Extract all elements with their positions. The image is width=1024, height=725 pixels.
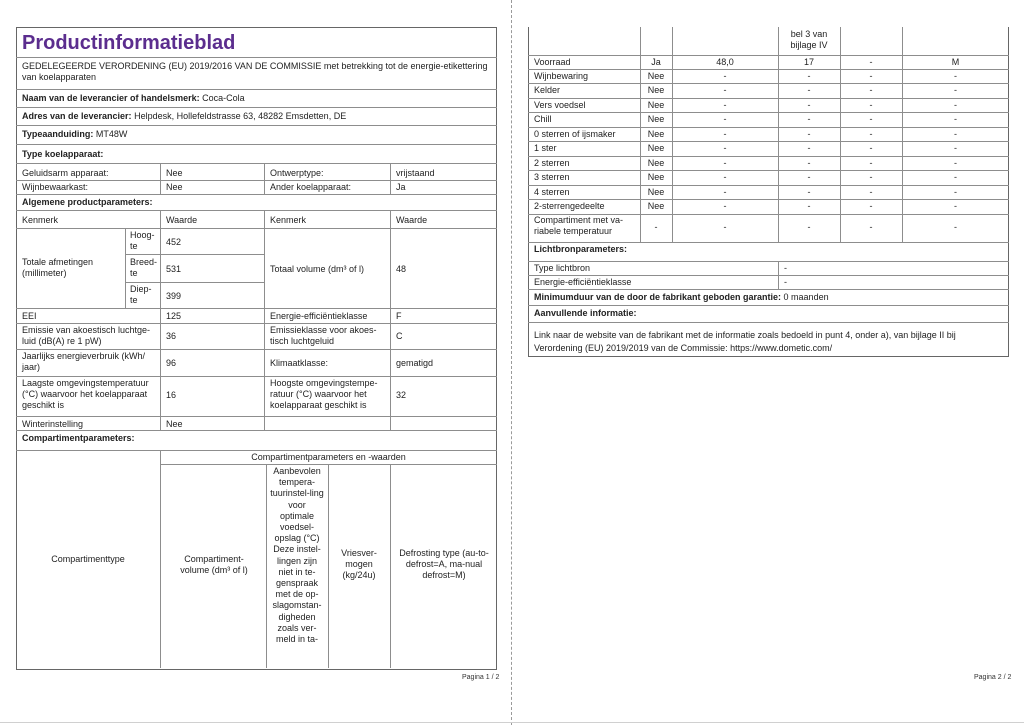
compartment-defrost: - bbox=[954, 172, 957, 182]
rule bbox=[16, 194, 497, 195]
rule bbox=[528, 156, 1009, 157]
rule bbox=[16, 180, 497, 181]
bottom-edge bbox=[0, 722, 1024, 723]
rule bbox=[16, 430, 497, 431]
param-key: Energie-efficiëntieklasse bbox=[270, 311, 368, 321]
rule bbox=[528, 112, 1009, 113]
rule bbox=[390, 163, 391, 194]
col-waarde: Waarde bbox=[396, 215, 428, 225]
compartment-temp: 17 bbox=[803, 57, 814, 67]
param-value: 16 bbox=[166, 390, 177, 400]
rule bbox=[390, 210, 391, 430]
compartment-freeze: - bbox=[869, 114, 873, 124]
rule bbox=[528, 98, 1009, 99]
type-row-key: Ander koelapparaat: bbox=[270, 182, 352, 192]
compartment-temp: - bbox=[807, 129, 811, 139]
compartment-freeze: - bbox=[869, 143, 873, 153]
total-volume-label: Totaal volume (dm³ of l) bbox=[270, 264, 365, 274]
compartment-temp: - bbox=[807, 201, 811, 211]
rule bbox=[16, 376, 497, 377]
compartment-present: Nee bbox=[647, 100, 665, 110]
address-label: Adres van de leverancier: bbox=[22, 111, 132, 121]
compartment-defrost: - bbox=[954, 100, 957, 110]
param-key: Jaarlijks energieverbruik (kWh/ jaar) bbox=[22, 351, 146, 372]
compartment-volume: - bbox=[723, 222, 727, 232]
light-type-label: Type lichtbron bbox=[534, 263, 591, 273]
comp-col-volume: Compartiment-volume (dm³ of l) bbox=[180, 554, 248, 575]
compartment-present: Nee bbox=[647, 201, 665, 211]
compartment-volume: - bbox=[723, 100, 727, 110]
light-class-value: - bbox=[784, 277, 787, 287]
rule bbox=[528, 289, 1009, 290]
rule bbox=[390, 464, 391, 668]
compartment-defrost: - bbox=[954, 201, 957, 211]
col-waarde: Waarde bbox=[166, 215, 198, 225]
compartment-freeze: - bbox=[869, 201, 873, 211]
rule bbox=[328, 464, 329, 668]
compartment-temp: - bbox=[807, 85, 811, 95]
rule bbox=[264, 163, 265, 194]
dim-depth-value: 399 bbox=[166, 291, 182, 301]
compartment-defrost: - bbox=[954, 85, 957, 95]
general-params-header: Algemene productparameters: bbox=[22, 197, 153, 207]
comp-group-header: Compartimentparameters en -waarden bbox=[251, 452, 406, 462]
type-row-key: Wijnbewaarkast: bbox=[22, 182, 89, 192]
col-kenmerk: Kenmerk bbox=[22, 215, 59, 225]
dim-width-label: Breed-te bbox=[130, 257, 158, 278]
compartment-present: Nee bbox=[647, 158, 665, 168]
compartment-name: 3 sterren bbox=[534, 172, 570, 182]
compartment-name: 1 ster bbox=[534, 143, 557, 153]
address-value: Helpdesk, Hollefeldstrasse 63, 48282 Emsdetten, DE bbox=[134, 111, 347, 121]
compartment-temp: - bbox=[807, 100, 811, 110]
compartment-name: 4 sterren bbox=[534, 187, 570, 197]
type-row-value: Ja bbox=[396, 182, 406, 192]
rule bbox=[16, 125, 497, 126]
compartment-present: Nee bbox=[647, 172, 665, 182]
rule bbox=[16, 107, 497, 108]
compartment-freeze: - bbox=[869, 57, 873, 67]
supplier-value: Coca-Cola bbox=[202, 93, 245, 103]
rule bbox=[528, 305, 1009, 306]
param-key: Laagste omgevingstemperatuur (°C) waarvoor het koelapparaat geschikt is bbox=[22, 378, 149, 410]
rule bbox=[16, 416, 497, 417]
compartment-temp: - bbox=[807, 187, 811, 197]
rule bbox=[528, 185, 1009, 186]
param-value: F bbox=[396, 311, 402, 321]
type-row-key: Geluidsarm apparaat: bbox=[22, 168, 109, 178]
compartment-temp: - bbox=[807, 222, 811, 232]
rule bbox=[16, 144, 497, 145]
dims-label: Totale afmetingen (millimeter) bbox=[22, 257, 94, 278]
page-1 bbox=[0, 0, 510, 725]
rule bbox=[528, 170, 1009, 171]
extra-info-header: Aanvullende informatie: bbox=[534, 308, 637, 318]
compartment-defrost: - bbox=[954, 158, 957, 168]
rule bbox=[125, 228, 126, 308]
compartment-present: Nee bbox=[647, 114, 665, 124]
type-header: Type koelapparaat: bbox=[22, 149, 104, 159]
rule bbox=[16, 323, 497, 324]
rule bbox=[16, 450, 497, 451]
compartment-freeze: - bbox=[869, 129, 873, 139]
compartment-name: 2 sterren bbox=[534, 158, 570, 168]
page-separator bbox=[511, 0, 512, 725]
rule bbox=[528, 275, 1009, 276]
compartment-volume: - bbox=[723, 143, 727, 153]
rule bbox=[266, 464, 267, 668]
rule bbox=[528, 261, 1009, 262]
light-type-value: - bbox=[784, 263, 787, 273]
page-number: Pagina 2 / 2 bbox=[974, 674, 1012, 681]
compartment-volume: - bbox=[723, 187, 727, 197]
rule bbox=[528, 83, 1009, 84]
compartment-volume: - bbox=[723, 129, 727, 139]
comp-col-temp: Aanbevolen tempera-tuurinstel-ling voor optimale voedsel-opslag (°C) Deze instel-lingen zijn niet in te-genspraak met de op-slagomstan-digheden zoals ver-meld in ta- bbox=[270, 466, 324, 645]
compartment-name: Chill bbox=[534, 114, 552, 124]
compartment-name: 2-sterrengedeelte bbox=[534, 201, 605, 211]
rule bbox=[16, 228, 497, 229]
rule bbox=[16, 89, 497, 90]
param-value: C bbox=[396, 331, 403, 341]
compartment-present: Nee bbox=[647, 129, 665, 139]
param-key: Klimaatklasse: bbox=[270, 358, 329, 368]
supplier-row bbox=[22, 93, 245, 104]
param-value: 32 bbox=[396, 390, 407, 400]
warranty-row bbox=[534, 292, 829, 303]
comp-col-type: Compartimenttype bbox=[51, 554, 125, 564]
rule bbox=[16, 163, 497, 164]
model-row bbox=[22, 129, 127, 140]
rule bbox=[528, 55, 1009, 56]
compartment-freeze: - bbox=[869, 100, 873, 110]
page-title: Productinformatieblad bbox=[22, 32, 236, 54]
rule bbox=[16, 210, 497, 211]
regulation-intro: GEDELEGEERDE VERORDENING (EU) 2019/2016 VAN DE COMMISSIE met betrekking tot de energie-etikettering van koelapparaten bbox=[22, 61, 488, 82]
rule bbox=[528, 69, 1009, 70]
dim-height-label: Hoog-te bbox=[130, 230, 155, 251]
rule bbox=[528, 199, 1009, 200]
comp-col-defrost: Defrosting type (au-to-defrost=A, ma-nual defrost=M) bbox=[399, 548, 489, 580]
rule bbox=[16, 308, 497, 309]
compartment-freeze: - bbox=[869, 71, 873, 81]
param-value: 125 bbox=[166, 311, 182, 321]
compartment-name: Wijnbewaring bbox=[534, 71, 589, 81]
address-row bbox=[22, 111, 346, 122]
warranty-label: Minimumduur van de door de fabrikant geboden garantie: bbox=[534, 292, 782, 302]
rule bbox=[160, 163, 161, 194]
dim-height-value: 452 bbox=[166, 237, 182, 247]
param-value: Nee bbox=[166, 419, 183, 429]
compartment-params-header: Compartimentparameters: bbox=[22, 433, 135, 443]
compartment-defrost: - bbox=[954, 143, 957, 153]
compartment-present: Nee bbox=[647, 143, 665, 153]
compartment-temp: - bbox=[807, 71, 811, 81]
compartment-temp: - bbox=[807, 143, 811, 153]
compartment-temp: - bbox=[807, 158, 811, 168]
param-value: 96 bbox=[166, 358, 177, 368]
type-row-value: Nee bbox=[166, 168, 183, 178]
compartment-name: Voorraad bbox=[534, 57, 571, 67]
param-value: gematigd bbox=[396, 358, 434, 368]
compartment-volume: 48,0 bbox=[716, 57, 734, 67]
rule bbox=[125, 282, 264, 283]
compartment-freeze: - bbox=[869, 158, 873, 168]
compartment-defrost: - bbox=[954, 187, 957, 197]
type-row-value: Nee bbox=[166, 182, 183, 192]
rule bbox=[16, 57, 497, 58]
compartment-present: Ja bbox=[651, 57, 661, 67]
temp-col-continued: bel 3 van bijlage IV bbox=[790, 29, 828, 50]
page-number: Pagina 1 / 2 bbox=[462, 674, 500, 681]
param-key: Hoogste omgevingstempe-ratuur (°C) waarvoor het koelapparaat geschikt is bbox=[270, 378, 378, 410]
compartment-volume: - bbox=[723, 172, 727, 182]
compartment-present: - bbox=[654, 222, 658, 232]
param-key: EEI bbox=[22, 311, 37, 321]
compartment-defrost: - bbox=[954, 71, 957, 81]
compartment-defrost: M bbox=[951, 57, 960, 67]
compartment-name: Compartiment met va-riabele temperatuur bbox=[534, 215, 624, 236]
extra-info-text: Link naar de website van de fabrikant met de informatie zoals bedoeld in punt 4, onder a), van bijlage II bij Verordening (EU) 2019/2019 van de Commissie: https://www.dometic.com/ bbox=[534, 330, 956, 353]
compartment-volume: - bbox=[723, 114, 727, 124]
compartment-volume: - bbox=[723, 158, 727, 168]
rule bbox=[528, 242, 1009, 243]
compartment-freeze: - bbox=[869, 172, 873, 182]
param-key: Winterinstelling bbox=[22, 419, 84, 429]
compartment-freeze: - bbox=[869, 222, 873, 232]
compartment-defrost: - bbox=[954, 129, 957, 139]
compartment-name: Kelder bbox=[534, 85, 561, 95]
col-kenmerk: Kenmerk bbox=[270, 215, 307, 225]
compartment-volume: - bbox=[723, 85, 727, 95]
comp-col-freeze: Vriesver-mogen (kg/24u) bbox=[341, 548, 377, 580]
compartment-temp: - bbox=[807, 114, 811, 124]
rule bbox=[16, 349, 497, 350]
type-row-key: Ontwerptype: bbox=[270, 168, 324, 178]
dim-depth-label: Diep-te bbox=[130, 284, 152, 305]
compartment-volume: - bbox=[723, 71, 727, 81]
rule bbox=[125, 254, 264, 255]
rule bbox=[528, 141, 1009, 142]
compartment-defrost: - bbox=[954, 114, 957, 124]
compartment-present: Nee bbox=[647, 187, 665, 197]
model-value: MT48W bbox=[95, 129, 128, 139]
page-2 bbox=[514, 0, 1024, 725]
compartment-freeze: - bbox=[869, 85, 873, 95]
light-params-header: Lichtbronparameters: bbox=[534, 244, 628, 254]
supplier-label: Naam van de leverancier of handelsmerk: bbox=[22, 93, 200, 103]
total-volume-value: 48 bbox=[396, 264, 407, 274]
rule bbox=[160, 210, 161, 430]
warranty-value: 0 maanden bbox=[783, 292, 829, 302]
compartment-freeze: - bbox=[869, 187, 873, 197]
param-value: 36 bbox=[166, 331, 177, 341]
compartment-name: Vers voedsel bbox=[534, 100, 586, 110]
rule bbox=[528, 322, 1009, 323]
dim-width-value: 531 bbox=[166, 264, 182, 274]
compartment-name: 0 sterren of ijsmaker bbox=[534, 129, 616, 139]
compartment-volume: - bbox=[723, 201, 727, 211]
param-key: Emissieklasse voor akoes-tisch luchtgeluid bbox=[270, 325, 377, 346]
model-label: Typeaanduiding: bbox=[22, 129, 94, 139]
compartment-defrost: - bbox=[954, 222, 957, 232]
light-class-label: Energie-efficiëntieklasse bbox=[534, 277, 632, 287]
rule bbox=[528, 127, 1009, 128]
rule bbox=[264, 210, 265, 430]
compartment-present: Nee bbox=[647, 71, 665, 81]
compartment-temp: - bbox=[807, 172, 811, 182]
rule bbox=[160, 450, 161, 668]
type-row-value: vrijstaand bbox=[396, 168, 435, 178]
param-key: Emissie van akoestisch luchtge-luid (dB(A) re 1 pW) bbox=[22, 325, 151, 346]
compartment-present: Nee bbox=[647, 85, 665, 95]
